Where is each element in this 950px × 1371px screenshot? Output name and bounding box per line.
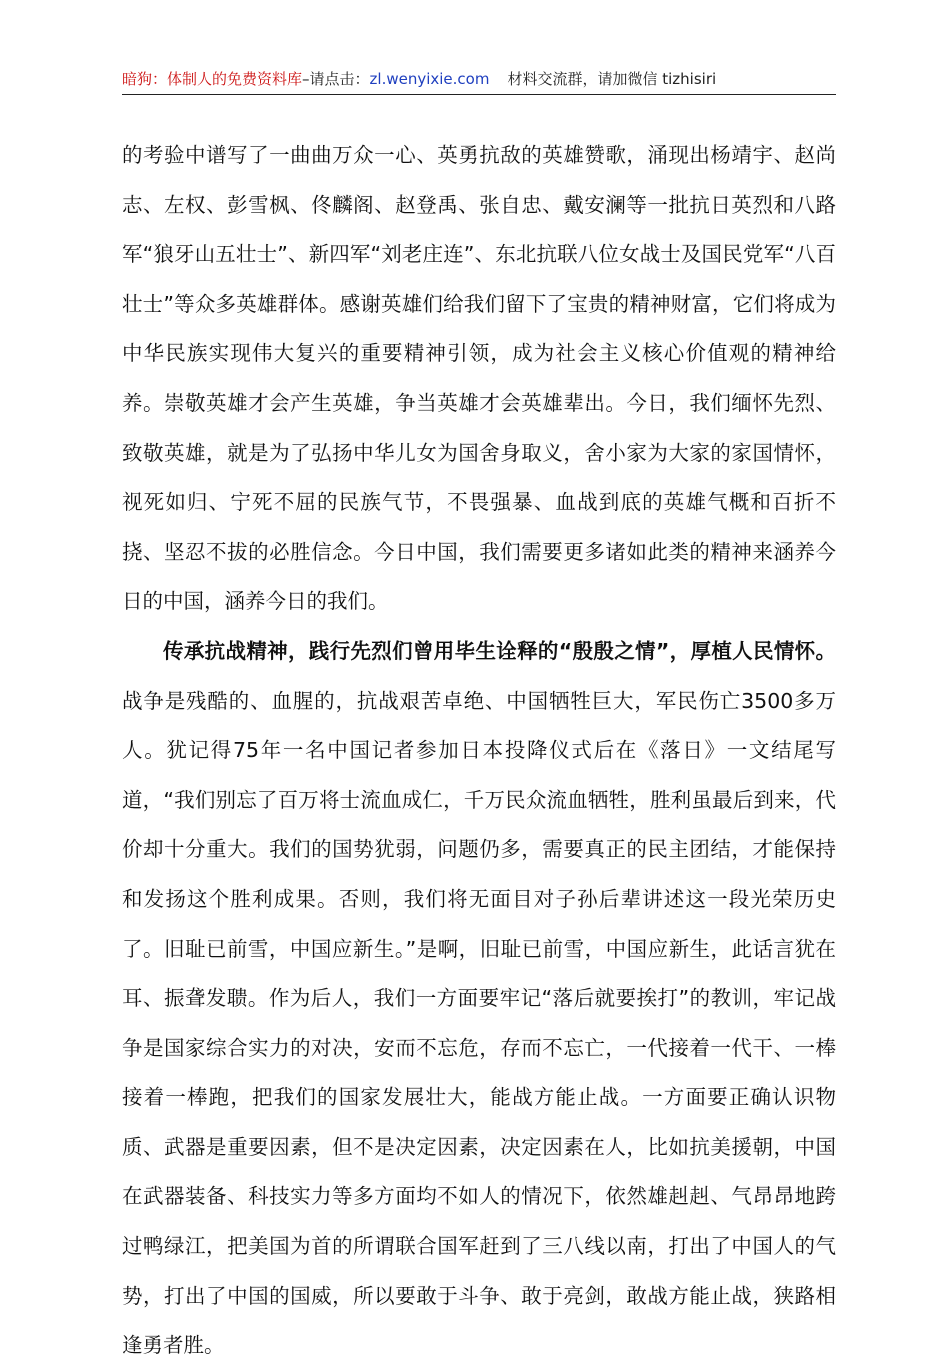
paragraph-2-heading: 传承抗战精神，践行先烈们曾用毕生诠释的“殷殷之情”，厚植人民情怀。 xyxy=(163,638,836,663)
page-header xyxy=(122,66,836,95)
header-wechat-text: 材料交流群，请加微信 tizhisiri xyxy=(507,70,717,88)
header-site-link[interactable]: zl.wenyixie.com xyxy=(369,70,490,88)
document-body xyxy=(122,131,836,1371)
paragraph-1-text: 的考验中谱写了一曲曲万众一心、英勇抗敌的英雄赞歌，涌现出杨靖宇、赵尚志、左权、彭雪枫、佟麟阁、赵登禹、张自忠、戴安澜等一批抗日英烈和八路军“狼牙山五壮士”、新四军“刘老庄连”、东北抗联八位女战士及国民党军“八百壮士”等众多英雄群体。感谢英雄们给我们留下了宝贵的精神财富，它们将成为中华民族实现伟大复兴的重要精神引领，成为社会主义核心价值观的精神给养。崇敬英雄才会产生英雄，争当英雄才会英雄辈出。今日，我们缅怀先烈、致敬英雄，就是为了弘扬中华儿女为国舍身取义，舍小家为大家的家国情怀，视死如归、宁死不屈的民族气节，不畏强暴、血战到底的英雄气概和百折不挠、坚忍不拔的必胜信念。今日中国，我们需要更多诸如此类的精神来涵养今日的中国，涵养今日的我们。 xyxy=(122,143,836,614)
header-click-prompt: –请点击： xyxy=(302,70,370,88)
header-site-name: 暗狗：体制人的免费资料库 xyxy=(122,70,303,88)
paragraph-2-text: 战争是残酷的、血腥的，抗战艰苦卓绝、中国牺牲巨大，军民伤亡3500多万人。犹记得75年一名中国记者参加日本投降仪式后在《落日》一文结尾写道，“我们别忘了百万将士流血成仁，千万民众流血牺牲，胜利虽最后到来，代价却十分重大。我们的国势犹弱，问题仍多，需要真正的民主团结，才能保持和发扬这个胜利成果。否则，我们将无面目对子孙后辈讲述这一段光荣历史了。旧耻已前雪，中国应新生。”是啊，旧耻已前雪，中国应新生，此话言犹在耳、振聋发聩。作为后人，我们一方面要牢记“落后就要挨打”的教训，牢记战争是国家综合实力的对决，安而不忘危，存而不忘亡，一代接着一代干、一棒接着一棒跑，把我们的国家发展壮大，能战方能止战。一方面要正确认识物质、武器是重要因素，但不是决定因素，决定因素在人，比如抗美援朝，中国在武器装备、科技实力等多方面均不如人的情况下，依然雄赳赳、气昂昂地跨过鸭绿江，把美国为首的所谓联合国军赶到了三八线以南，打出了中国人的气势，打出了中国的国威，所以要敢于斗争、敢于亮剑，敢战方能止战，狭路相逢勇者胜。 xyxy=(122,688,836,1358)
paragraph-1 xyxy=(122,131,836,627)
paragraph-2 xyxy=(122,627,836,1371)
